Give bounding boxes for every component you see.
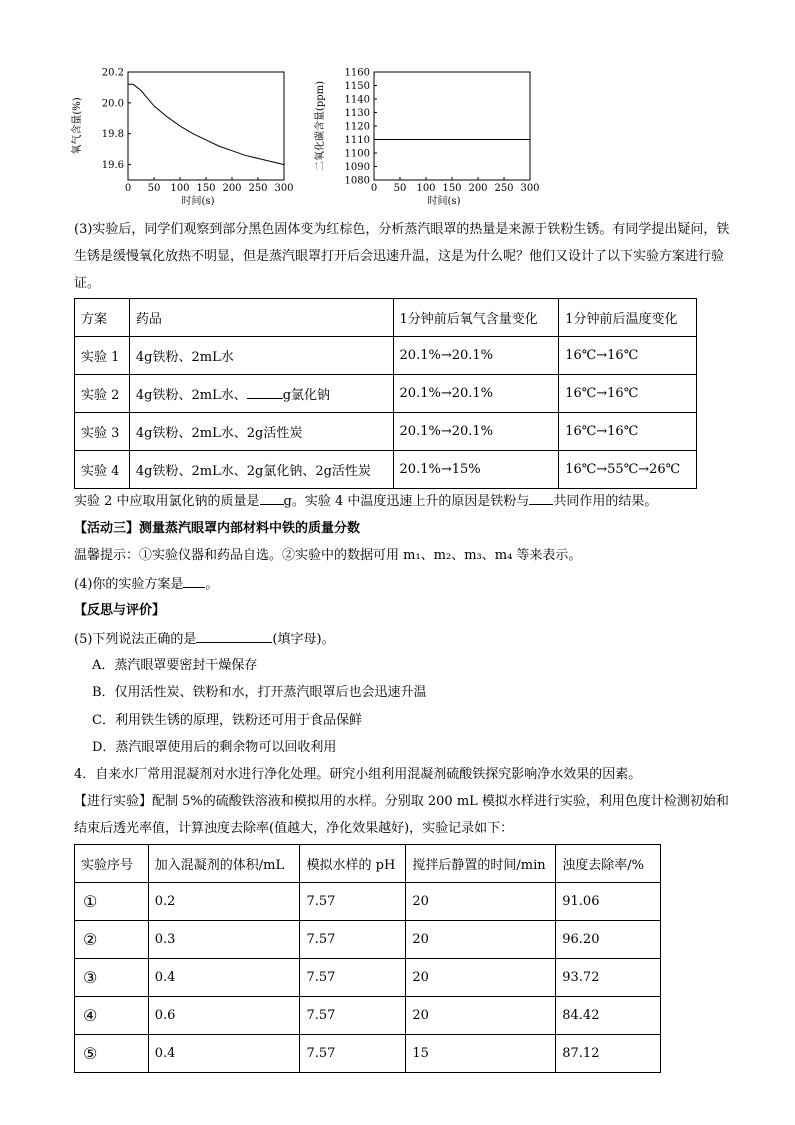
table-cell: 7.57 <box>300 1035 406 1073</box>
table-header-cell: 浊度去除率/% <box>556 845 661 883</box>
activity3-heading: 【活动三】测量蒸汽眼罩内部材料中铁的质量分数 <box>74 521 361 536</box>
table-cell: 7.57 <box>300 883 406 921</box>
table-header-cell: 搅拌后静置的时间/min <box>406 845 556 883</box>
x-tick-label: 50 <box>393 183 407 194</box>
table-cell: 16℃→16℃ <box>559 375 697 413</box>
x-tick-label: 200 <box>468 183 488 194</box>
answer-blank[interactable] <box>247 386 283 399</box>
y-tick-label: 1160 <box>344 67 370 79</box>
y-tick-label: 1120 <box>344 121 370 133</box>
x-tick-label: 200 <box>222 183 242 194</box>
table-header-row <box>75 299 697 337</box>
table-cell: ③ <box>75 959 149 997</box>
table-cell: 20 <box>406 921 556 959</box>
x-tick-label: 100 <box>416 183 436 194</box>
table-cell: 20.1%→20.1% <box>393 337 559 375</box>
x-tick-label: 0 <box>370 183 378 194</box>
table-cell: 4g铁粉、2mL水、2g氯化钠、2g活性炭 <box>129 451 393 489</box>
x-tick-label: 250 <box>494 183 514 194</box>
table-cell: 4g铁粉、2mL水、2g活性炭 <box>129 413 393 451</box>
table-cell: 7.57 <box>300 997 406 1035</box>
y-tick-label: 1130 <box>344 108 370 119</box>
reflect-heading: 【反思与评价】 <box>74 603 166 618</box>
answer-blank[interactable] <box>196 630 272 643</box>
q4-line <box>74 575 734 594</box>
table-cell: 4g铁粉、2mL水 <box>129 337 393 375</box>
table-cell: 20 <box>406 997 556 1035</box>
table-cell: 实验 4 <box>75 451 130 489</box>
y-tick-label: 1140 <box>344 94 370 106</box>
table-cell: 20 <box>406 959 556 997</box>
x-tick-label: 250 <box>248 183 268 194</box>
option-d: D．蒸汽眼罩使用后的剩余物可以回收利用 <box>92 740 337 755</box>
text-segment: (4)你的实验方案是 <box>74 577 184 592</box>
experiment-table-1 <box>74 298 697 489</box>
experiment-paragraph: 【进行实验】配制 5%的硫酸铁溶液和模拟用的水样。分别取 200 mL 模拟水样进行实验，利用色度计检测初始和结束后透光率值，计算浊度去除率(值越大，净化效果越好)，实验记录如下： <box>74 794 729 836</box>
table-row <box>75 921 661 959</box>
x-tick-label: 150 <box>442 183 462 194</box>
y-tick-label: 1100 <box>344 148 370 160</box>
tip-line: 温馨提示：①实验仪器和药品自选。②实验中的数据可用 m₁、m₂、m₃、m₄ 等来表示。 <box>74 548 582 563</box>
option-a: A．蒸汽眼罩要密封干燥保存 <box>92 658 258 673</box>
table-row <box>75 451 697 489</box>
table-cell: 16℃→16℃ <box>559 413 697 451</box>
table-cell: 96.20 <box>556 921 661 959</box>
charts-area <box>70 62 540 212</box>
table-row <box>75 1035 661 1073</box>
table-cell <box>129 375 393 413</box>
y-tick-label: 20.0 <box>101 98 124 110</box>
text-segment: g。实验 4 中温度迅速上升的原因是铁粉与 <box>283 494 530 509</box>
table-cell: 实验 3 <box>75 413 130 451</box>
table-row <box>75 959 661 997</box>
question-4-title: 4．自来水厂常用混凝剂对水进行净化处理。研究小组利用混凝剂硫酸铁探究影响净水效果的因素。 <box>74 767 642 782</box>
x-tick-label: 100 <box>170 183 190 194</box>
x-tick-label: 300 <box>274 183 294 194</box>
table-cell: 84.42 <box>556 997 661 1035</box>
y-tick-label: 19.8 <box>101 129 124 141</box>
table-cell: 0.2 <box>148 883 300 921</box>
table-cell: 0.4 <box>148 1035 300 1073</box>
table-cell: 16℃→16℃ <box>559 337 697 375</box>
table-row <box>75 375 697 413</box>
table-cell: 7.57 <box>300 959 406 997</box>
x-tick-label: 50 <box>147 183 161 194</box>
table-cell: 0.4 <box>148 959 300 997</box>
table-cell: 实验 2 <box>75 375 130 413</box>
table-header-cell: 模拟水样的 pH <box>300 845 406 883</box>
table-header-row <box>75 845 661 883</box>
table-cell: 20.1%→20.1% <box>393 375 559 413</box>
q5-line <box>74 630 734 649</box>
table-row <box>75 997 661 1035</box>
table-cell: ⑤ <box>75 1035 149 1073</box>
table-cell: 7.57 <box>300 921 406 959</box>
table-cell: ④ <box>75 997 149 1035</box>
text-segment: (5)下列说法正确的是 <box>74 632 197 647</box>
table-header-cell: 1分钟前后氧气含量变化 <box>393 299 559 337</box>
table-cell: ① <box>75 883 149 921</box>
table-cell: 0.3 <box>148 921 300 959</box>
text-segment: (填字母)。 <box>272 632 335 647</box>
table-cell: 实验 1 <box>75 337 130 375</box>
y-tick-label: 20.2 <box>101 67 124 79</box>
table-row <box>75 413 697 451</box>
table-header-cell: 1分钟前后温度变化 <box>559 299 697 337</box>
drug-prefix: 4g铁粉、2mL水、 <box>135 388 247 403</box>
table-cell: 20.1%→15% <box>393 451 559 489</box>
experiment-table-2 <box>74 844 661 1073</box>
q3-blanks-line <box>74 492 734 511</box>
co2-chart <box>313 68 540 208</box>
x-axis-label: 时间(s) <box>427 196 461 207</box>
y-tick-label: 1090 <box>344 162 370 173</box>
y-tick-label: 1110 <box>344 135 370 146</box>
q3-paragraph: (3)实验后，同学们观察到部分黑色固体变为红棕色，分析蒸汽眼罩的热量是来源于铁粉生锈。有同学提出疑问，铁生锈是缓慢氧化放热不明显，但是蒸汽眼罩打开后会迅速升温，这是为什么呢？他们又设计了以下实验方案进行验证。 <box>74 222 730 291</box>
table-row <box>75 337 697 375</box>
series-line <box>128 84 284 164</box>
y-tick-label: 1080 <box>344 175 370 187</box>
y-tick-label: 1150 <box>344 81 370 92</box>
table-body <box>75 845 661 1073</box>
table-header-cell: 药品 <box>129 299 393 337</box>
y-axis-label: 二氧化碳含量(ppm) <box>315 80 326 172</box>
table-cell: 87.12 <box>556 1035 661 1073</box>
table-cell: 0.6 <box>148 997 300 1035</box>
table-cell: 15 <box>406 1035 556 1073</box>
table-cell: 20 <box>406 883 556 921</box>
answer-blank[interactable] <box>529 492 553 505</box>
text-segment: 。 <box>205 577 219 592</box>
plot-frame <box>128 72 284 180</box>
table-header-cell: 实验序号 <box>75 845 149 883</box>
table-cell: ② <box>75 921 149 959</box>
plot-frame <box>374 72 530 180</box>
table-cell: 16℃→55℃→26℃ <box>559 451 697 489</box>
answer-blank[interactable] <box>183 575 205 588</box>
y-axis-label: 氧气含量(%) <box>72 97 83 155</box>
table-cell: 91.06 <box>556 883 661 921</box>
oxygen-chart <box>70 68 294 208</box>
option-b: B．仅用活性炭、铁粉和水，打开蒸汽眼罩后也会迅速升温 <box>92 685 427 700</box>
answer-blank[interactable] <box>260 492 284 505</box>
text-segment: 共同作用的结果。 <box>553 494 658 509</box>
table-row <box>75 883 661 921</box>
table-cell: 20.1%→20.1% <box>393 413 559 451</box>
text-segment: 实验 2 中应取用氯化钠的质量是 <box>74 494 260 509</box>
table-header-cell: 方案 <box>75 299 130 337</box>
drug-suffix: g氯化钠 <box>282 388 331 403</box>
x-tick-label: 0 <box>124 183 132 194</box>
y-tick-label: 19.6 <box>101 160 124 172</box>
x-axis-label: 时间(s) <box>181 196 215 207</box>
x-tick-label: 300 <box>520 183 540 194</box>
table-cell: 93.72 <box>556 959 661 997</box>
x-tick-label: 150 <box>196 183 216 194</box>
option-c: C．利用铁生锈的原理，铁粉还可用于食品保鲜 <box>92 713 362 728</box>
table-header-cell: 加入混凝剂的体积/mL <box>148 845 300 883</box>
